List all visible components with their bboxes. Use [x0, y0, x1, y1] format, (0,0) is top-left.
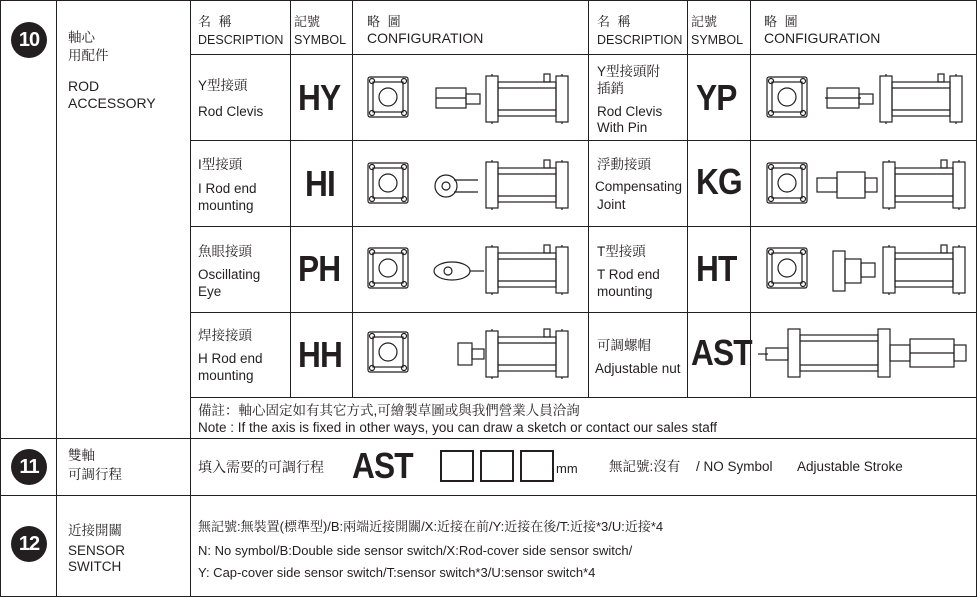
stroke-digit-box[interactable]	[440, 450, 474, 482]
item-name-zh: 插銷	[597, 81, 624, 96]
adjustable-nut-drawing	[758, 329, 973, 379]
item-name-en: I Rod end	[198, 181, 257, 196]
item-name-zh: 焊接接頭	[198, 328, 252, 343]
header-name-zh: 名 稱	[198, 14, 234, 29]
header-rule	[190, 54, 977, 55]
left-border	[0, 0, 1, 597]
symbol-code: HT	[696, 248, 737, 289]
row-rule	[190, 140, 977, 141]
section-rule	[0, 495, 977, 496]
header-config-en: CONFIGURATION	[367, 30, 484, 46]
compensating-joint-drawing	[765, 158, 975, 213]
column-rule	[352, 0, 353, 397]
item-name-en: Rod Clevis	[597, 104, 663, 119]
stroke-instruction: 填入需要的可調行程	[198, 459, 324, 475]
note-en: Note : If the axis is fixed in other ways, you can draw a sketch or contact our sales staff	[198, 420, 717, 435]
stroke-code: AST	[352, 445, 413, 486]
symbol-code: YP	[696, 77, 737, 118]
item-name-en: Rod Clevis	[198, 104, 264, 119]
symbol-code: HY	[298, 77, 341, 118]
stroke-digit-box[interactable]	[520, 450, 554, 482]
note-zh: 備註：軸心固定如有其它方式,可繪製草圖或與我們營業人員洽詢	[198, 403, 580, 418]
item-name-en: mounting	[597, 284, 653, 299]
section-title-en: SENSOR	[68, 543, 126, 558]
item-name-zh: 浮動接頭	[597, 157, 651, 172]
row-rule	[190, 226, 977, 227]
rod-clevis-pin-drawing	[765, 72, 975, 127]
header-symbol-zh: 記號	[691, 14, 718, 29]
row-rule	[190, 397, 977, 398]
section-title-zh: 近接開關	[68, 523, 122, 538]
section-title-en: SWITCH	[68, 559, 122, 574]
column-rule	[290, 0, 291, 397]
header-symbol-en: SYMBOL	[691, 33, 744, 47]
column-rule	[687, 0, 688, 397]
item-name-en: Compensating	[595, 179, 683, 194]
i-rod-end-drawing	[366, 158, 581, 213]
stroke-unit: mm	[556, 461, 578, 476]
item-name-en: T Rod end	[597, 267, 660, 282]
rod-clevis-drawing	[366, 72, 581, 127]
symbol-code: HI	[305, 163, 335, 204]
section-title-zh: 軸心	[68, 30, 95, 45]
top-rule	[0, 0, 977, 1]
symbol-code: AST	[691, 332, 752, 373]
header-symbol-zh: 記號	[294, 14, 321, 29]
section-number-badge: 11	[11, 449, 47, 485]
symbol-code: KG	[696, 161, 742, 202]
column-rule	[56, 0, 57, 597]
section-title-en: ROD	[68, 78, 100, 94]
header-name-zh: 名 稱	[597, 14, 633, 29]
item-name-en: H Rod end	[198, 351, 263, 366]
item-name-zh: 可調螺帽	[597, 338, 651, 353]
symbol-code: PH	[298, 248, 341, 289]
item-name-en: Oscillating	[198, 267, 261, 282]
section-title-zh: 雙軸	[68, 448, 95, 463]
header-symbol-en: SYMBOL	[294, 33, 347, 47]
item-name-en: Adjustable nut	[595, 361, 681, 376]
oscillating-eye-drawing	[366, 243, 581, 298]
item-name-zh: T型接頭	[597, 244, 646, 259]
section-number-badge: 10	[11, 22, 47, 58]
item-name-en: Joint	[597, 197, 626, 212]
item-name-en: Eye	[198, 284, 222, 299]
no-symbol-en: / NO Symbol	[696, 459, 773, 474]
item-name-zh: I型接頭	[198, 157, 243, 172]
item-name-zh: 魚眼接頭	[198, 244, 252, 259]
t-rod-end-drawing	[765, 243, 975, 298]
header-config-zh: 略 圖	[367, 14, 403, 29]
item-name-zh: Y型接頭附	[597, 64, 661, 79]
sensor-options-zh: 無記號:無裝置(標準型)/B:兩端近接開關/X:近接在前/Y:近接在後/T:近接*3/U:近接*4	[198, 519, 664, 534]
section-title-en: ACCESSORY	[68, 95, 156, 111]
section-title-zh: 可調行程	[68, 467, 122, 482]
header-config-en: CONFIGURATION	[764, 30, 881, 46]
h-rod-end-drawing	[366, 327, 581, 382]
stroke-description: Adjustable Stroke	[797, 459, 903, 474]
column-rule	[190, 0, 191, 597]
section-subtitle-zh: 用配件	[68, 48, 109, 63]
stroke-digit-box[interactable]	[480, 450, 514, 482]
no-symbol-zh: 無記號:沒有	[609, 459, 681, 474]
item-name-en: mounting	[198, 198, 254, 213]
symbol-code: HH	[298, 334, 342, 375]
section-number-badge: 12	[11, 526, 47, 562]
header-name-en: DESCRIPTION	[198, 33, 284, 47]
item-name-en: With Pin	[597, 120, 648, 135]
item-name-en: mounting	[198, 368, 254, 383]
sensor-options-en: N: No symbol/B:Double side sensor switch/X:Rod-cover side sensor switch/	[198, 543, 633, 558]
item-name-zh: Y型接頭	[198, 78, 248, 93]
section-rule	[0, 438, 977, 439]
column-rule	[588, 0, 589, 397]
sensor-options-en: Y: Cap-cover side sensor switch/T:sensor switch*3/U:sensor switch*4	[198, 565, 596, 580]
header-name-en: DESCRIPTION	[597, 33, 683, 47]
row-rule	[190, 312, 977, 313]
header-config-zh: 略 圖	[764, 14, 800, 29]
